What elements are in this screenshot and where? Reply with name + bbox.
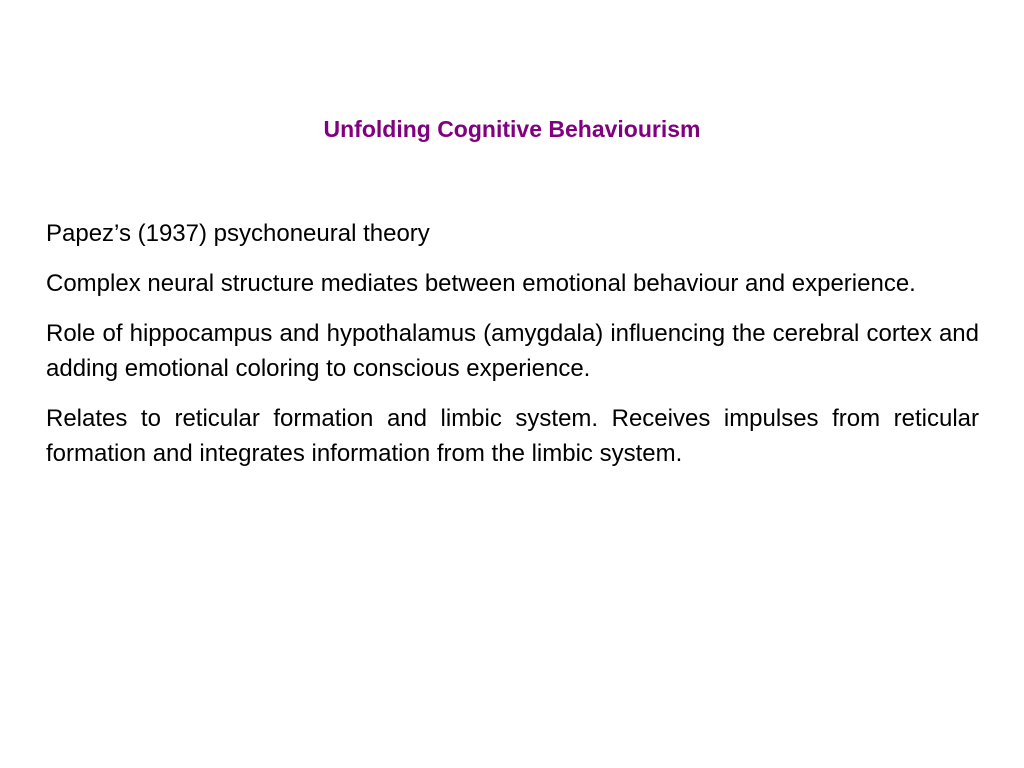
slide-body: [46, 216, 979, 486]
slide-title: Unfolding Cognitive Behaviourism: [323, 116, 701, 142]
paragraph-hippocampus-role: Role of hippocampus and hypothalamus (amygdala) influencing the cerebral cortex and adding emotional coloring to conscious experience.: [46, 320, 979, 382]
paragraph-reticular-formation: Relates to reticular formation and limbic system. Receives impulses from reticular formation and integrates information from the limbic system.: [46, 405, 979, 467]
paragraph-neural-structure: Complex neural structure mediates between emotional behaviour and experience.: [46, 270, 916, 297]
paragraph-papez-theory: Papez’s (1937) psychoneural theory: [46, 220, 430, 247]
